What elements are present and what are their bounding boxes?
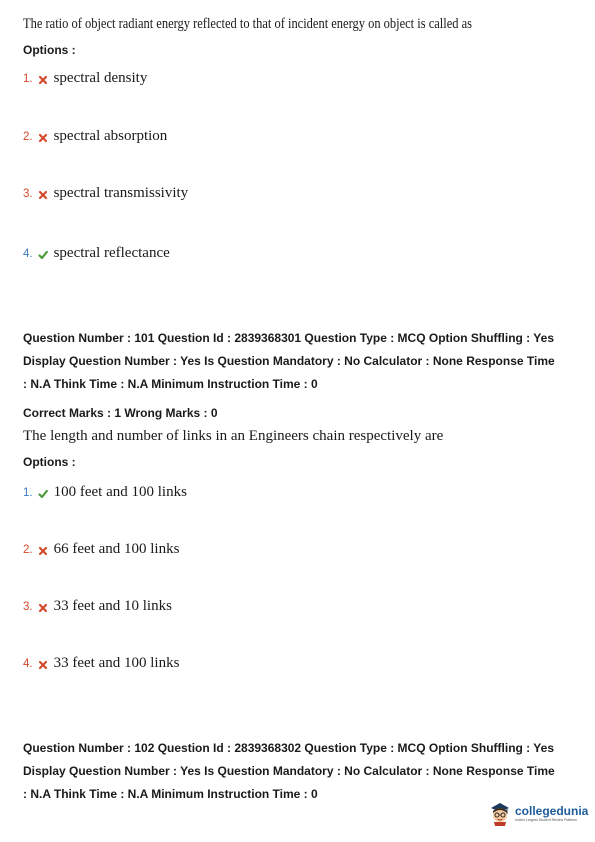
option-number: 1. — [23, 486, 33, 499]
option-number: 3. — [23, 600, 33, 613]
option-number: 4. — [23, 247, 33, 260]
meta-line: Display Question Number : Yes Is Question Mandatory : No Calculator : None Response Time — [23, 764, 555, 778]
meta-line: Question Number : 101 Question Id : 2839368301 Question Type : MCQ Option Shuffling : Yes — [23, 331, 554, 345]
option-number: 4. — [23, 657, 33, 670]
option-text: 100 feet and 100 links — [53, 484, 187, 500]
cross-icon — [38, 133, 48, 143]
option-1[interactable] — [23, 484, 187, 501]
option-text: spectral density — [53, 70, 148, 86]
option-number: 2. — [23, 130, 33, 143]
meta-line: : N.A Think Time : N.A Minimum Instruction Time : 0 — [23, 787, 318, 801]
option-1[interactable] — [23, 70, 147, 87]
mascot-icon — [488, 800, 512, 826]
cross-icon — [38, 603, 48, 613]
logo-tagline: India's Largest Student Review Platform — [515, 818, 578, 822]
cross-icon — [38, 546, 48, 556]
cross-icon — [38, 660, 48, 670]
option-text: 33 feet and 100 links — [53, 655, 180, 671]
option-text: 66 feet and 100 links — [53, 541, 180, 557]
check-icon — [38, 250, 48, 260]
question-marks: Correct Marks : 1 Wrong Marks : 0 — [23, 406, 218, 420]
option-text: spectral reflectance — [53, 245, 170, 261]
logo-text — [515, 804, 588, 822]
option-3[interactable] — [23, 185, 188, 202]
question-102-metadata — [23, 737, 583, 806]
option-text: spectral absorption — [53, 128, 168, 144]
question-101-metadata — [23, 327, 583, 396]
option-text: spectral transmissivity — [53, 185, 189, 201]
options-label: Options : — [23, 43, 76, 57]
meta-line: Display Question Number : Yes Is Question Mandatory : No Calculator : None Response Time — [23, 354, 555, 368]
logo-name: collegedunia — [515, 804, 589, 818]
cross-icon — [38, 190, 48, 200]
question-101-text-wrap — [23, 427, 443, 445]
cross-icon — [38, 75, 48, 85]
option-number: 3. — [23, 187, 33, 200]
option-2[interactable] — [23, 541, 179, 558]
option-4[interactable] — [23, 245, 170, 262]
question-text: The ratio of object radiant energy reflected to that of incident energy on object is called as — [23, 16, 472, 32]
options-label: Options : — [23, 455, 76, 469]
option-4[interactable] — [23, 655, 179, 672]
option-text: 33 feet and 10 links — [53, 598, 172, 614]
question-text: The length and number of links in an Engineers chain respectively are — [23, 428, 444, 444]
question-1-text-wrap — [23, 15, 545, 33]
option-number: 1. — [23, 72, 33, 85]
option-3[interactable] — [23, 598, 172, 615]
option-number: 2. — [23, 543, 33, 556]
collegedunia-logo[interactable] — [488, 800, 588, 826]
meta-line: : N.A Think Time : N.A Minimum Instruction Time : 0 — [23, 377, 318, 391]
check-icon — [38, 489, 48, 499]
meta-line: Question Number : 102 Question Id : 2839368302 Question Type : MCQ Option Shuffling : Yes — [23, 741, 554, 755]
option-2[interactable] — [23, 128, 167, 145]
